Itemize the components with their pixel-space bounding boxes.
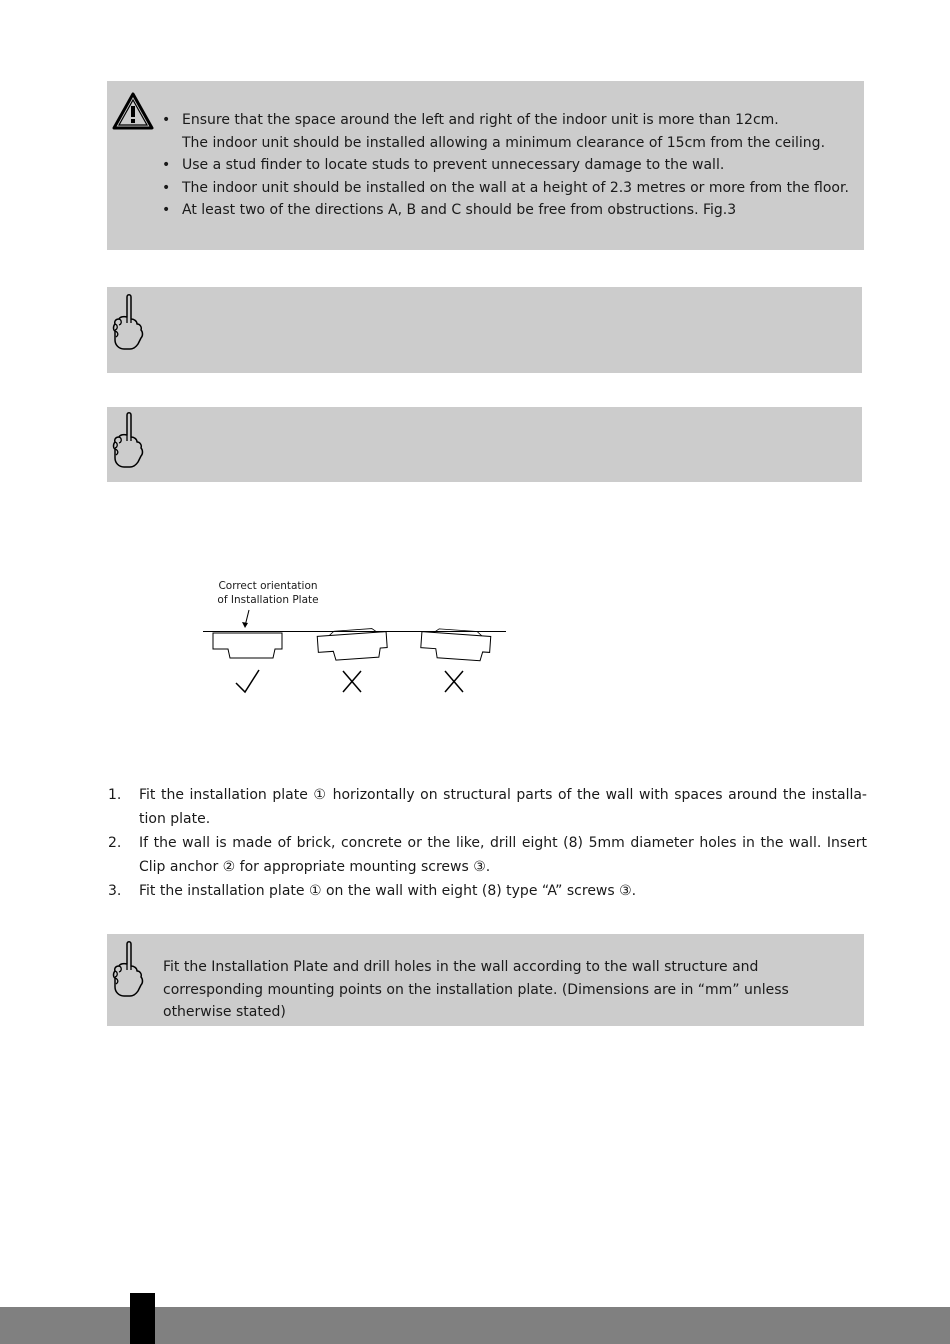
installation-steps [108,783,867,903]
figure-caption-line: of Installation Plate [217,594,319,606]
step-text: Fit the installation plate ① on the wall with eight (8) type “A” screws ③. [139,883,637,899]
step-number: 3. [108,883,122,899]
note-box [107,287,862,373]
warning-item-text: Use a stud finder to locate studs to prevent unnecessary damage to the wall. [182,157,725,173]
warning-item-text: At least two of the directions A, B and C should be free from obstructions. Fig.3 [182,202,737,218]
warning-item [162,154,858,177]
step-text: Fit the installation plate ① horizontally on structural parts of the wall with spaces around the installa-tion plate. [139,787,867,827]
step-item [108,879,867,903]
warning-item-text: The indoor unit should be installed allowing a minimum clearance of 15cm from the ceiling. [182,134,826,151]
installation-plate-figure [195,578,515,698]
pointing-hand-icon [110,940,146,998]
warning-triangle-icon [112,92,154,130]
step-number: 2. [108,835,122,851]
arrow-head [242,622,248,628]
indoor-unit-correct [213,633,282,658]
page-tab [130,1293,155,1344]
indoor-unit-wrong-1 [317,628,388,662]
cross-icon [445,671,463,692]
warning-item-text: The indoor unit should be installed on the wall at a height of 2.3 metres or more from the floor. [182,179,849,196]
cross-icon [343,671,361,692]
step-number: 1. [108,787,122,803]
step-item [108,831,867,879]
pointing-hand-icon [110,293,146,351]
step-item [108,783,867,831]
figure-caption-line: Correct orientation [218,580,318,592]
warning-item [162,199,858,222]
indoor-unit-wrong-2 [420,628,491,662]
warning-item [162,109,858,154]
note-text: Fit the Installation Plate and drill holes in the wall according to the wall structure and corresponding mounting points on the installation plate. (Dimensions are in “mm” unless otherwise stated) [163,959,789,1020]
note-box [107,407,862,482]
check-icon [236,670,259,692]
warning-list [162,109,858,222]
pointing-hand-icon [110,411,146,469]
warning-item-text: • Ensure that the space around the left and right of the indoor unit is more than 12cm. [182,112,779,128]
warning-item [162,177,858,200]
step-text: If the wall is made of brick, concrete or the like, drill eight (8) 5mm diameter holes in the wall. Insert Clip anchor ② for appropriate mounting screws ③. [139,835,867,875]
